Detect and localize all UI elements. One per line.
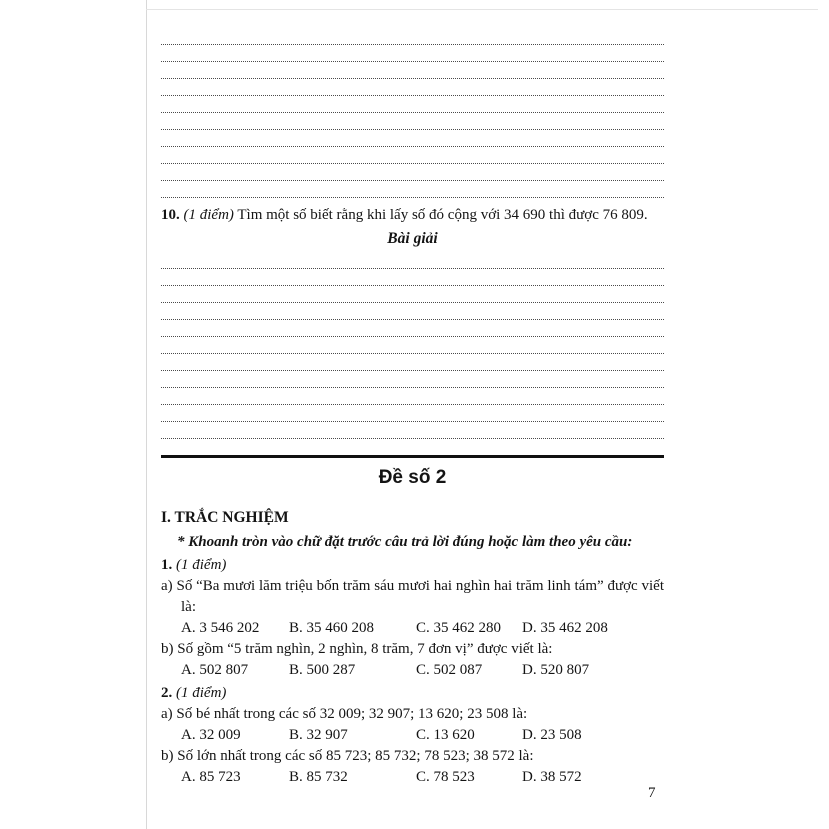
option-c: C. 78 523 (416, 768, 475, 785)
answer-line (161, 113, 664, 130)
page-number: 7 (648, 785, 656, 801)
part-label: b) (161, 747, 174, 764)
question-part (161, 576, 664, 618)
part-text: Số bé nhất trong các số 32 009; 32 907; 13 620; 23 508 là: (176, 705, 528, 722)
answer-line (161, 45, 664, 62)
option-a: A. 85 723 (181, 768, 241, 785)
options-row (161, 618, 664, 639)
question-part (161, 704, 664, 725)
option-c: C. 35 462 280 (416, 619, 502, 636)
option-b: B. 85 732 (289, 768, 348, 785)
answer-line (161, 320, 664, 337)
answer-line (161, 181, 664, 198)
part-label: a) (161, 705, 173, 722)
page-scan-edge-left (146, 0, 147, 829)
section-divider (161, 455, 664, 458)
question-number: 1. (161, 556, 173, 573)
answer-line (161, 130, 664, 147)
answer-line (161, 371, 664, 388)
option-c: C. 13 620 (416, 726, 475, 743)
option-b: B. 500 287 (289, 661, 356, 678)
answer-line (161, 164, 664, 181)
answer-lines-top (161, 28, 664, 198)
answer-line (161, 286, 664, 303)
question-10-number: 10. (161, 207, 180, 223)
answer-line (161, 269, 664, 286)
answer-line (161, 62, 664, 79)
question-10 (161, 205, 664, 225)
part-label: b) (161, 640, 174, 657)
answer-line (161, 79, 664, 96)
option-d: D. 35 462 208 (522, 619, 608, 636)
option-c: C. 502 087 (416, 661, 483, 678)
options-row (161, 660, 664, 681)
question-points: (1 điểm) (176, 556, 227, 573)
option-d: D. 38 572 (522, 768, 582, 785)
question-head (161, 555, 664, 576)
answer-line (161, 388, 664, 405)
option-d: D. 23 508 (522, 726, 582, 743)
answer-line (161, 96, 664, 113)
answer-lines-middle (161, 252, 664, 439)
page-scan-edge-top (146, 9, 818, 10)
part-label: a) (161, 577, 173, 594)
option-b: B. 32 907 (289, 726, 348, 743)
part-text: Số gồm “5 trăm nghìn, 2 nghìn, 8 trăm, 7 đơn vị” được viết là: (177, 640, 553, 657)
option-a: A. 3 546 202 (181, 619, 260, 636)
answer-line (161, 354, 664, 371)
question-number: 2. (161, 684, 173, 701)
question-part (161, 639, 664, 660)
question-part (161, 746, 664, 767)
answer-line (161, 405, 664, 422)
options-row (161, 725, 664, 746)
question-head (161, 683, 664, 704)
options-row (161, 767, 664, 788)
option-a: A. 502 807 (181, 661, 249, 678)
solution-label: Bài giải (387, 230, 438, 247)
exam-title: Đề số 2 (378, 466, 447, 488)
answer-line (161, 422, 664, 439)
option-d: D. 520 807 (522, 661, 590, 678)
answer-line (161, 252, 664, 269)
question-points: (1 điểm) (176, 684, 227, 701)
part-text: Số lớn nhất trong các số 85 723; 85 732; 78 523; 38 572 là: (177, 747, 534, 764)
question-10-text: Tìm một số biết rằng khi lấy số đó cộng với 34 690 thì được 76 809. (237, 207, 648, 223)
question-block-1 (161, 555, 664, 681)
answer-line (161, 147, 664, 164)
answer-line (161, 303, 664, 320)
instruction-text: * Khoanh tròn vào chữ đặt trước câu trả lời đúng hoặc làm theo yêu cầu: (177, 533, 633, 550)
answer-line (161, 28, 664, 45)
option-a: A. 32 009 (181, 726, 241, 743)
answer-line (161, 337, 664, 354)
question-10-points: (1 điểm) (183, 207, 234, 223)
page-content (161, 28, 664, 788)
part-text: Số “Ba mươi lăm triệu bốn trăm sáu mươi hai nghìn hai trăm linh tám” được viết là: (176, 577, 664, 615)
section-heading: I. TRẮC NGHIỆM (161, 508, 289, 526)
option-b: B. 35 460 208 (289, 619, 375, 636)
question-block-2 (161, 683, 664, 788)
